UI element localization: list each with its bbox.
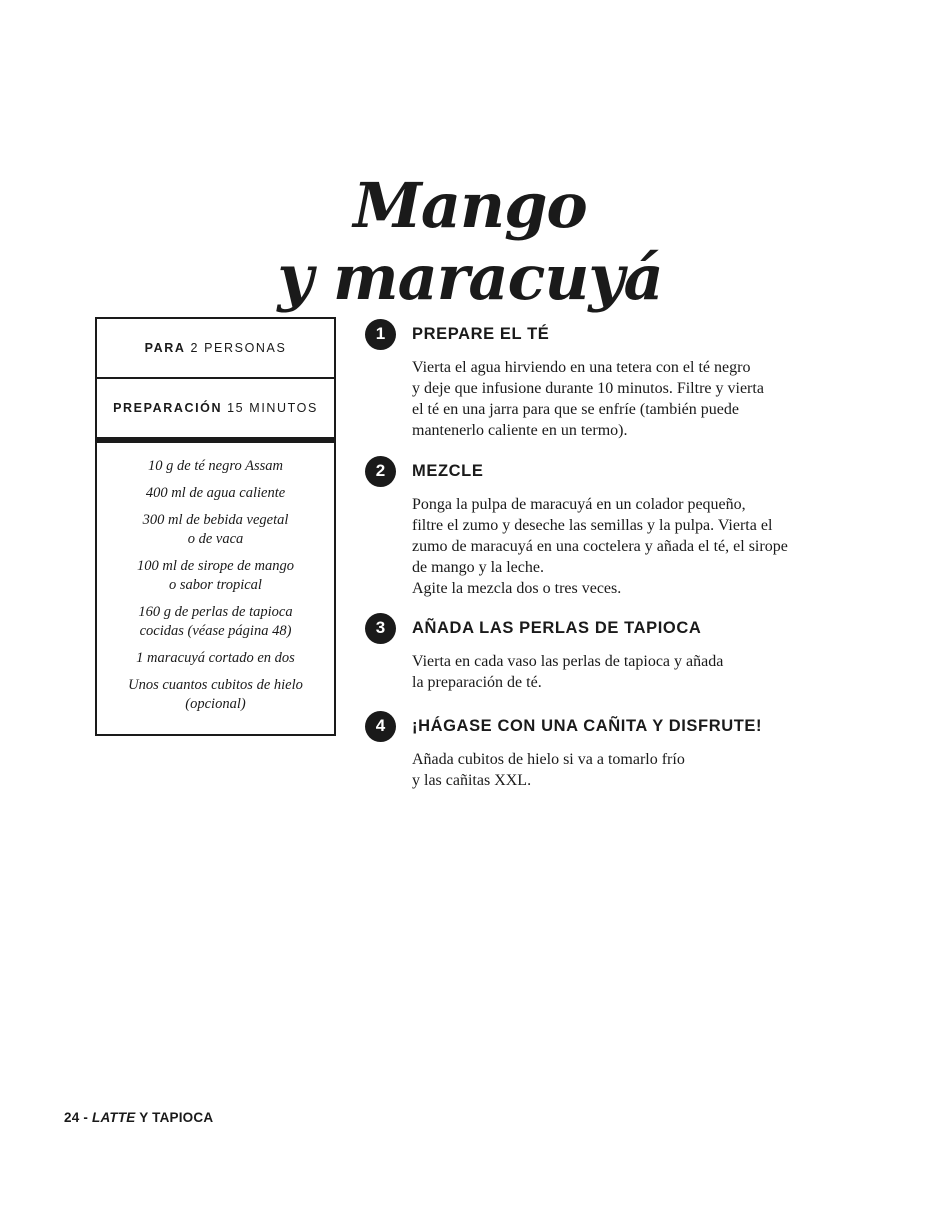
- step-number-badge: 1: [365, 319, 396, 350]
- step-header: [365, 611, 875, 645]
- book-title-italic: LATTE: [92, 1110, 136, 1125]
- ingredient-item: 400 ml de agua caliente: [145, 485, 286, 501]
- step-header: [365, 454, 875, 488]
- servings-value: 2 PERSONAS: [190, 341, 287, 355]
- book-title-rest: Y TAPIOCA: [135, 1110, 214, 1125]
- step-header: [365, 317, 875, 351]
- ingredient-list: [97, 443, 334, 734]
- recipe-title-line-1: Mango: [353, 168, 587, 242]
- step-header: [365, 709, 875, 743]
- step-title: ¡HÁGASE CON UNA CAÑITA Y DISFRUTE!: [412, 716, 763, 735]
- page-footer: [64, 1110, 213, 1125]
- ingredient-item: 10 g de té negro Assam: [148, 458, 283, 474]
- step-2: [365, 454, 875, 599]
- prep-time-row: [97, 379, 334, 443]
- page-number: 24 -: [64, 1110, 93, 1125]
- prep-time-label: PREPARACIÓN: [113, 401, 223, 415]
- step-3: [365, 611, 875, 693]
- servings-label: PARA: [144, 341, 186, 355]
- ingredient-item: 100 ml de sirope de mango o sabor tropical: [137, 558, 294, 593]
- step-title: AÑADA LAS PERLAS DE TAPIOCA: [412, 618, 702, 637]
- step-number-badge: 4: [365, 711, 396, 742]
- prep-time-value: 15 MINUTOS: [227, 401, 318, 415]
- recipe-info-box: [95, 317, 336, 736]
- ingredient-item: 1 maracuyá cortado en dos: [136, 650, 295, 666]
- step-4: [365, 709, 875, 791]
- step-text: Vierta en cada vaso las perlas de tapioca y añada la preparación de té.: [412, 653, 724, 691]
- step-text: Añada cubitos de hielo si va a tomarlo frío y las cañitas XXL.: [412, 751, 685, 789]
- ingredient-item: 300 ml de bebida vegetal o de vaca: [142, 512, 289, 547]
- step-text: Vierta el agua hirviendo en una tetera con el té negro y deje que infusione durante 10 minutos. Filtre y vierta el té en una jarra para que se enfríe (también puede mantenerlo caliente en un termo).: [412, 359, 764, 439]
- step-title: MEZCLE: [412, 461, 484, 480]
- step-number-badge: 3: [365, 613, 396, 644]
- step-title: PREPARE EL TÉ: [412, 324, 550, 343]
- servings-row: [97, 319, 334, 379]
- recipe-title-line-2: y maracuyá: [277, 240, 663, 314]
- step-1: [365, 317, 875, 441]
- step-number-badge: 2: [365, 456, 396, 487]
- ingredient-item: 160 g de perlas de tapioca cocidas (véase página 48): [138, 604, 293, 639]
- recipe-title: [0, 170, 940, 314]
- ingredient-item: Unos cuantos cubitos de hielo (opcional): [128, 677, 303, 712]
- step-text: Ponga la pulpa de maracuyá en un colador pequeño, filtre el zumo y deseche las semillas y la pulpa. Vierta el zumo de maracuyá en una coctelera y añada el té, el sirope de mango y la leche. Agite la mezcla dos o tres veces.: [412, 496, 788, 597]
